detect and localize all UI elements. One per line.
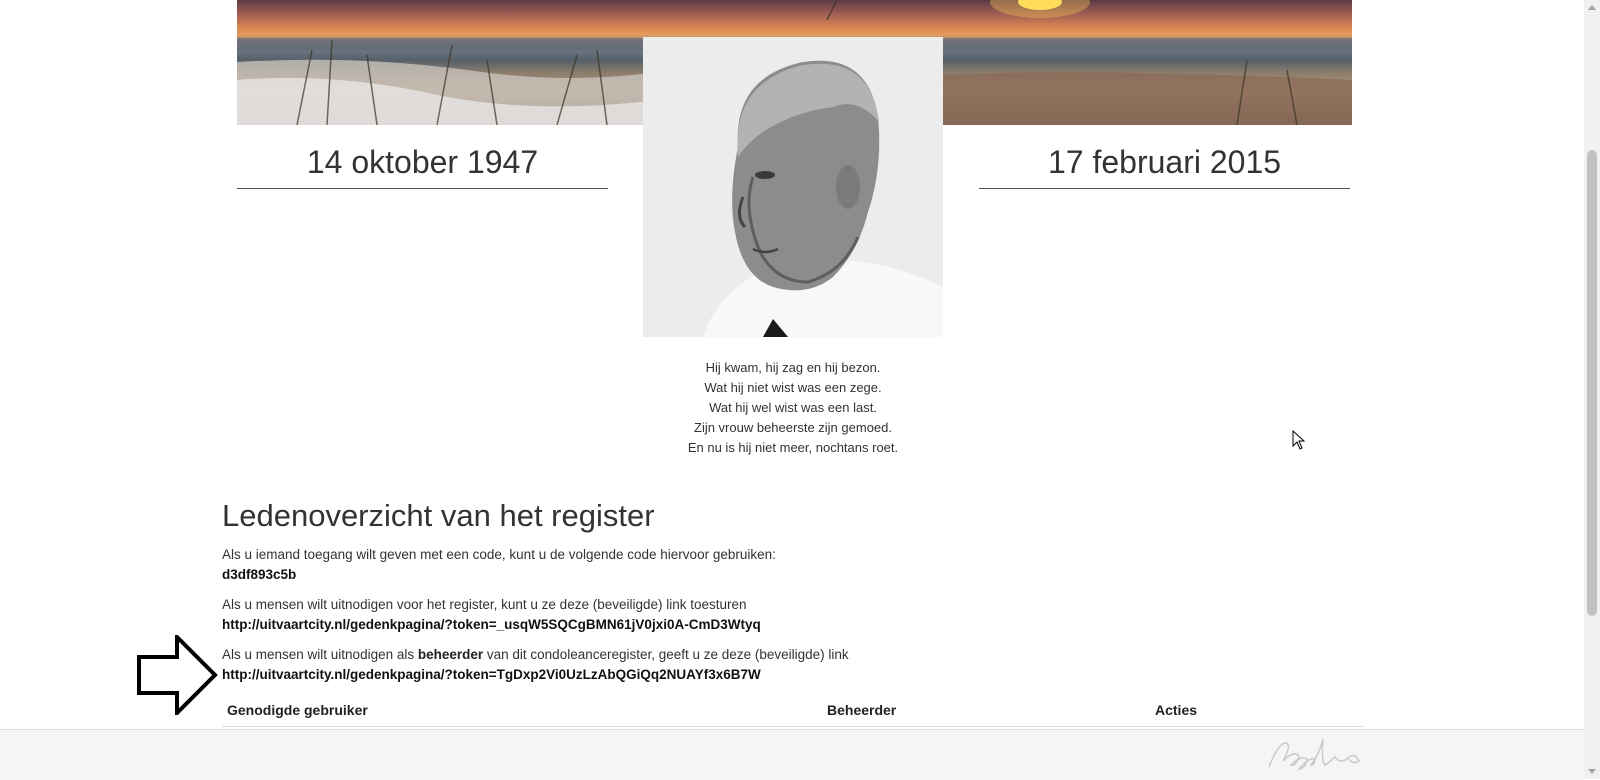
admin-intro	[222, 645, 849, 665]
vertical-scrollbar[interactable]	[1584, 0, 1600, 779]
death-date: 17 februari 2015	[979, 144, 1350, 189]
admin-invite-link[interactable]: http://uitvaartcity.nl/gedenkpagina/?token=TgDxp2Vi0UzLzAbQGiQq2NUAYf3x6B7W	[222, 667, 761, 682]
scroll-up-icon[interactable]	[1588, 5, 1596, 10]
scroll-down-icon[interactable]	[1588, 769, 1596, 774]
poem-line: En nu is hij niet meer, nochtans roet.	[687, 440, 899, 455]
portrait-illustration	[643, 37, 943, 337]
members-table-header	[222, 698, 1364, 727]
scroll-thumb[interactable]	[1587, 150, 1597, 616]
admin-intro-post: van dit condoleanceregister, geeft u ze deze (beveiligde) link	[483, 647, 849, 662]
invite-intro: Als u mensen wilt uitnodigen voor het register, kunt u ze deze (beveiligde) link toesturen	[222, 597, 747, 612]
footer	[0, 729, 1584, 780]
birth-date: 14 oktober 1947	[237, 144, 608, 189]
code-intro: Als u iemand toegang wilt geven met een code, kunt u de volgende code hiervoor gebruiken:	[222, 547, 776, 562]
poem-line: Hij kwam, hij zag en hij bezon.	[705, 360, 881, 375]
admin-intro-pre: Als u mensen wilt uitnodigen als	[222, 647, 418, 662]
poem-line: Wat hij wel wist was een last.	[709, 400, 877, 415]
footer-logo[interactable]	[1265, 735, 1365, 780]
mouse-cursor-icon	[1292, 430, 1306, 455]
poem-line: Wat hij niet wist was een zege.	[704, 380, 882, 395]
signature-logo-icon	[1265, 735, 1365, 775]
column-actions: Acties	[1155, 702, 1198, 718]
column-invited-user: Genodigde gebruiker	[227, 702, 368, 718]
arrow-right-icon	[137, 635, 219, 720]
poem	[593, 358, 993, 458]
access-code: d3df893c5b	[222, 567, 297, 582]
register-title: Ledenoverzicht van het register	[222, 498, 655, 533]
poem-line: Zijn vrouw beheerste zijn gemoed.	[694, 420, 892, 435]
portrait-photo	[643, 37, 943, 337]
invite-link[interactable]: http://uitvaartcity.nl/gedenkpagina/?token=_usqW5SQCgBMN61jV0jxi0A-CmD3Wtyq	[222, 617, 761, 632]
column-admin: Beheerder	[827, 702, 897, 718]
admin-intro-bold: beheerder	[417, 647, 484, 662]
